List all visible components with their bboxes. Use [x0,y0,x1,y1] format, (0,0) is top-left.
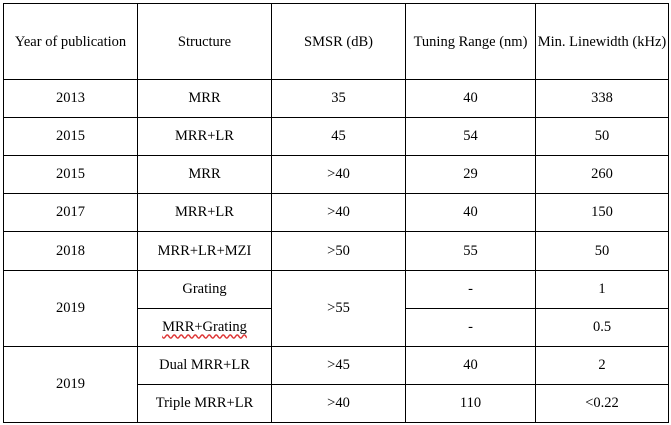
cell-tuning-range: 40 [406,80,536,118]
cell-smsr: >40 [272,194,406,232]
table-row [4,232,669,270]
cell-structure: MRR+LR+MZI [138,232,272,270]
cell-year: 2019 [4,346,138,422]
cell-tuning-range: 54 [406,118,536,156]
cell-smsr: >40 [272,156,406,194]
cell-structure: MRR [138,80,272,118]
cell-year: 2018 [4,232,138,270]
cell-structure: MRR+LR [138,194,272,232]
cell-year: 2017 [4,194,138,232]
cell-tuning-range: 110 [406,384,536,422]
cell-tuning-range: 29 [406,156,536,194]
cell-linewidth: 338 [536,80,669,118]
cell-structure: MRR [138,156,272,194]
cell-tuning-range: 40 [406,194,536,232]
comparison-table [3,3,669,423]
cell-smsr: >45 [272,346,406,384]
cell-tuning-range: - [406,270,536,308]
cell-linewidth: 260 [536,156,669,194]
header-row [4,4,669,80]
cell-smsr: >40 [272,384,406,422]
cell-linewidth: 2 [536,346,669,384]
cell-year: 2015 [4,156,138,194]
cell-structure: Dual MRR+LR [138,346,272,384]
table-row [4,346,669,384]
table-row [4,80,669,118]
cell-tuning-range: 40 [406,346,536,384]
cell-linewidth: 50 [536,118,669,156]
header-tuning-range: Tuning Range (nm) [406,4,536,80]
cell-linewidth: 50 [536,232,669,270]
cell-linewidth: 0.5 [536,308,669,346]
header-structure: Structure [138,4,272,80]
cell-structure-text: MRR+Grating [162,318,247,335]
cell-tuning-range: - [406,308,536,346]
cell-year: 2019 [4,270,138,346]
table-row [4,194,669,232]
header-year: Year of publication [4,4,138,80]
header-min-linewidth: Min. Linewidth (kHz) [536,4,669,80]
table-row [4,156,669,194]
cell-linewidth: 150 [536,194,669,232]
table-row [4,270,669,308]
cell-structure: MRR+LR [138,118,272,156]
cell-smsr: 35 [272,80,406,118]
cell-year: 2015 [4,118,138,156]
cell-structure: Triple MRR+LR [138,384,272,422]
cell-structure: Grating [138,270,272,308]
cell-year: 2013 [4,80,138,118]
cell-structure [138,308,272,346]
cell-tuning-range: 55 [406,232,536,270]
cell-smsr: >55 [272,270,406,346]
cell-smsr: 45 [272,118,406,156]
cell-linewidth: <0.22 [536,384,669,422]
header-smsr: SMSR (dB) [272,4,406,80]
cell-smsr: >50 [272,232,406,270]
table-row [4,118,669,156]
cell-linewidth: 1 [536,270,669,308]
